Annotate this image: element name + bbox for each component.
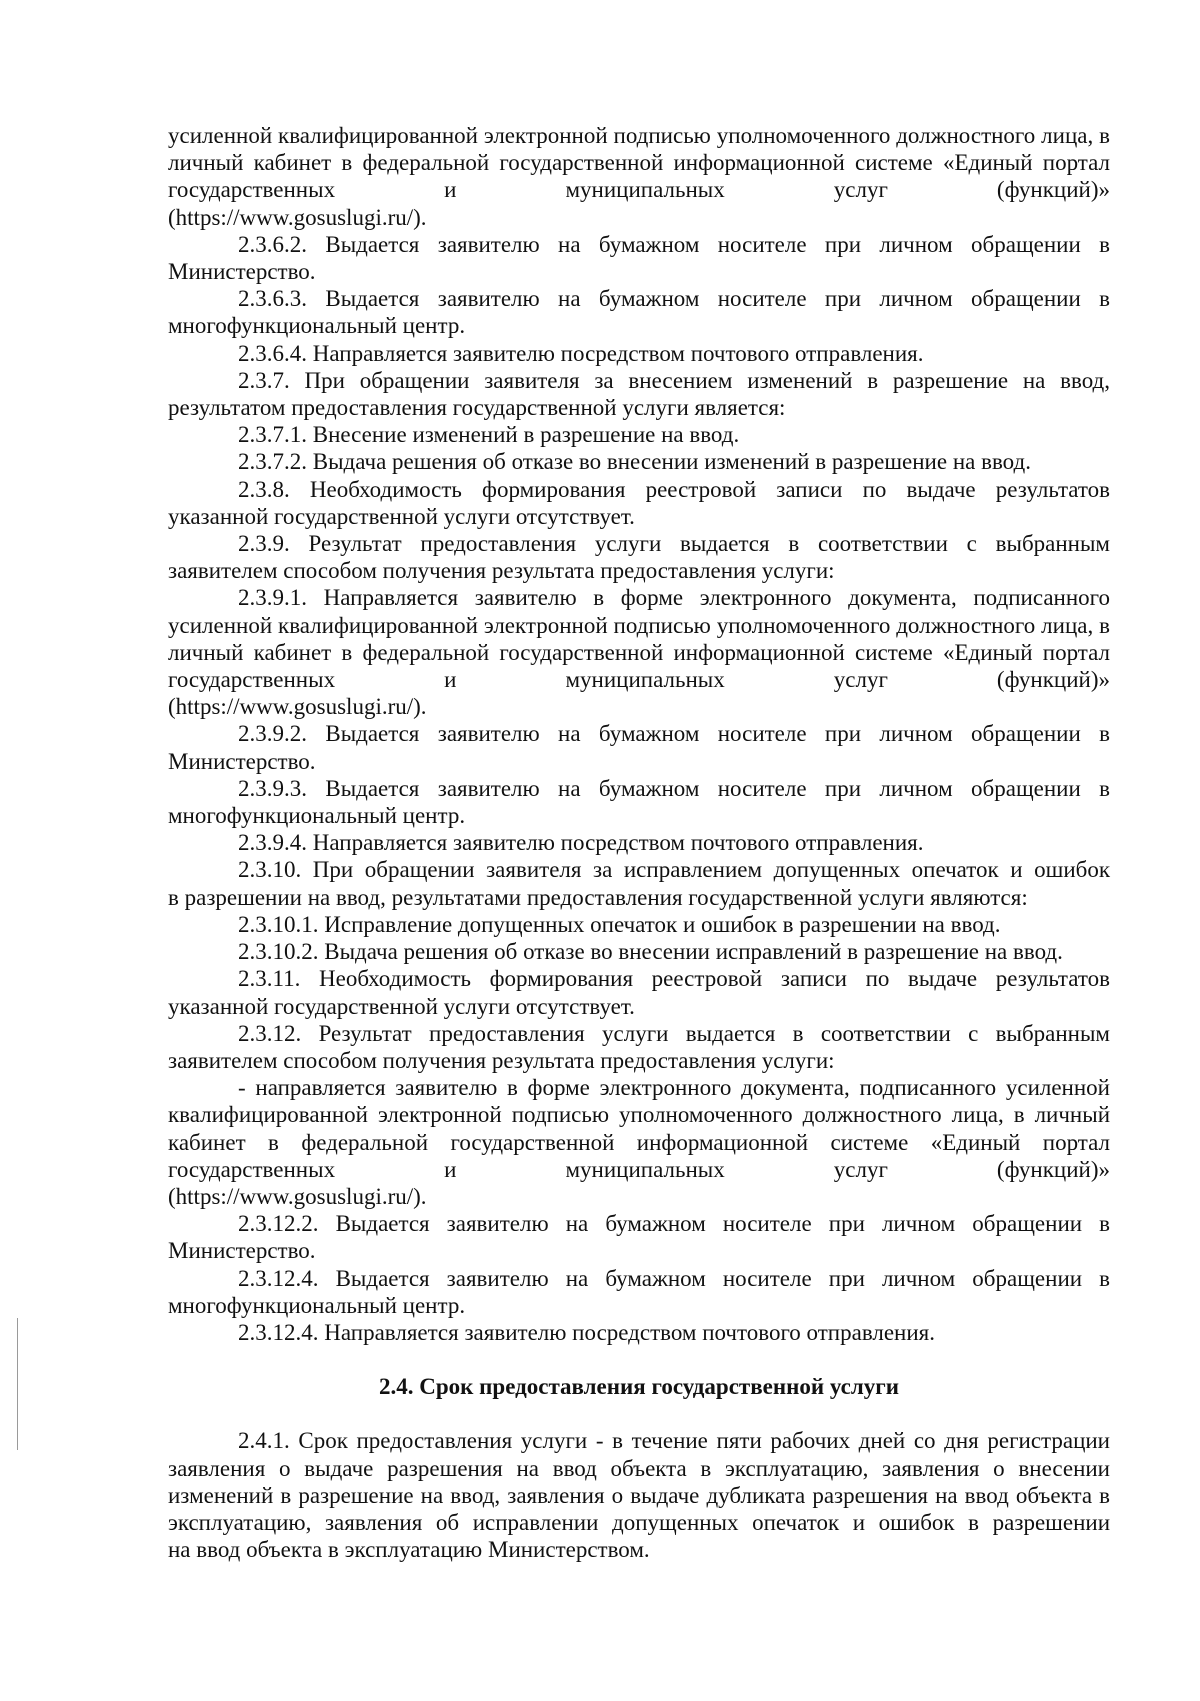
paragraph bbox=[168, 938, 1110, 965]
paragraph-text: многофункциональный центр. bbox=[168, 1292, 466, 1318]
paragraph-text: Министерство. bbox=[168, 1238, 316, 1264]
paragraph-text: - направляется заявителю в форме электронного документа, подписанного усиленной квалифицированной электронной подписью уполномоченного должностного лица, в личный кабинет в федеральной государственной информационной системе «Единый портал государственных и муниципальных услуг (функций)» bbox=[168, 1075, 1110, 1182]
paragraph bbox=[168, 448, 1110, 475]
paragraph-text: 2.3.9.3. Выдается заявителю на бумажном носителе при личном обращении в bbox=[238, 775, 1110, 801]
paragraph bbox=[168, 775, 1110, 829]
paragraph-text: 2.3.12.4. Выдается заявителю на бумажном носителе при личном обращении в bbox=[238, 1265, 1110, 1291]
paragraph-text: на ввод объекта в эксплуатацию Министерством. bbox=[168, 1537, 650, 1563]
paragraph-text: 2.3.10.1. Исправление допущенных опечаток и ошибок в разрешении на ввод. bbox=[238, 911, 1001, 937]
paragraph-text: 2.3.11. Необходимость формирования реестровой записи по выдаче результатов bbox=[238, 966, 1110, 992]
paragraph bbox=[168, 829, 1110, 856]
paragraph bbox=[168, 122, 1110, 231]
paragraph-text: указанной государственной услуги отсутствует. bbox=[168, 993, 635, 1019]
paragraph-text: 2.3.6.4. Направляется заявителю посредством почтового отправления. bbox=[238, 340, 924, 366]
paragraph-text: 2.3.8. Необходимость формирования реестровой записи по выдаче результатов bbox=[238, 476, 1110, 502]
document-body bbox=[168, 122, 1110, 1563]
paragraph-text: 2.4.1. Срок предоставления услуги - в течение пяти рабочих дней со дня регистрации заявления о выдаче разрешения на ввод объекта в эксплуатацию, заявления о внесении изменений в разрешение на ввод, заявления о выдаче дубликата разрешения на ввод объекта в эксплуатацию, заявления об исправлении допущенных опечаток и ошибок в разрешении bbox=[168, 1428, 1110, 1535]
paragraph bbox=[168, 476, 1110, 530]
paragraph-text: 2.3.12.2. Выдается заявителю на бумажном носителе при личном обращении в bbox=[238, 1211, 1110, 1237]
paragraph-text: (https://www.gosuslugi.ru/). bbox=[168, 204, 427, 230]
paragraph-text: в разрешении на ввод, результатами предоставления государственной услуги являются: bbox=[168, 884, 1028, 910]
paragraph-text: 2.3.9.1. Направляется заявителю в форме электронного документа, подписанного усиленной квалифицированной электронной подписью уполномоченного должностного лица, в личный кабинет в федеральной государственной информационной системе «Единый портал государственных и муниципальных услуг (функций)» bbox=[168, 585, 1110, 693]
paragraph bbox=[168, 1265, 1110, 1319]
paragraph bbox=[168, 856, 1110, 910]
paragraph-text: заявителем способом получения результата предоставления услуги: bbox=[168, 1047, 835, 1073]
section-heading: 2.4. Срок предоставления государственной услуги bbox=[379, 1374, 899, 1400]
spacer bbox=[168, 1400, 1110, 1427]
paragraph-text: 2.3.6.2. Выдается заявителю на бумажном носителе при личном обращении в bbox=[238, 231, 1110, 257]
paragraph-text: 2.3.7.2. Выдача решения об отказе во внесении изменений в разрешение на ввод. bbox=[238, 449, 1031, 475]
paragraph-text: заявителем способом получения результата предоставления услуги: bbox=[168, 558, 835, 584]
paragraph bbox=[168, 1427, 1110, 1563]
paragraph-text: результатом предоставления государственной услуги является: bbox=[168, 395, 786, 421]
paragraph-text: Министерство. bbox=[168, 259, 316, 285]
paragraph-text: 2.3.10. При обращении заявителя за исправлением допущенных опечаток и ошибок bbox=[238, 857, 1110, 883]
paragraph-text: 2.3.6.3. Выдается заявителю на бумажном носителе при личном обращении в bbox=[238, 286, 1110, 312]
paragraph-text: (https://www.gosuslugi.ru/). bbox=[168, 694, 427, 720]
paragraph bbox=[168, 965, 1110, 1019]
paragraph-text: 2.3.9.4. Направляется заявителю посредством почтового отправления. bbox=[238, 830, 924, 856]
spacer bbox=[168, 1346, 1110, 1373]
paragraph bbox=[168, 1074, 1110, 1210]
paragraph bbox=[168, 421, 1110, 448]
paragraph bbox=[168, 720, 1110, 774]
paragraph-text: 2.3.10.2. Выдача решения об отказе во внесении исправлений в разрешение на ввод. bbox=[238, 939, 1063, 965]
paragraph-text: 2.3.12.4. Направляется заявителю посредством почтового отправления. bbox=[238, 1319, 936, 1345]
paragraph bbox=[168, 584, 1110, 720]
paragraph-text: указанной государственной услуги отсутствует. bbox=[168, 503, 635, 529]
paragraph-text: 2.3.9.2. Выдается заявителю на бумажном носителе при личном обращении в bbox=[238, 721, 1110, 747]
paragraph-text: Министерство. bbox=[168, 748, 316, 774]
paragraph-text: 2.3.12. Результат предоставления услуги выдается в соответствии с выбранным bbox=[238, 1020, 1110, 1046]
paragraph-text: многофункциональный центр. bbox=[168, 803, 466, 829]
paragraph bbox=[168, 285, 1110, 339]
paragraph-text: 2.3.7.1. Внесение изменений в разрешение на ввод. bbox=[238, 422, 740, 448]
paragraph-text: многофункциональный центр. bbox=[168, 313, 466, 339]
paragraph bbox=[168, 911, 1110, 938]
paragraph bbox=[168, 1020, 1110, 1074]
paragraph bbox=[168, 1319, 1110, 1346]
paragraph bbox=[168, 340, 1110, 367]
paragraph bbox=[168, 231, 1110, 285]
paragraph bbox=[168, 1210, 1110, 1264]
scan-edge-mark bbox=[17, 1318, 18, 1450]
paragraph-text: усиленной квалифицированной электронной подписью уполномоченного должностного лица, в личный кабинет в федеральной государственной информационной системе «Единый портал государственных и муниципальных услуг (функций)» bbox=[168, 123, 1110, 203]
paragraph bbox=[168, 530, 1110, 584]
paragraph-text: (https://www.gosuslugi.ru/). bbox=[168, 1183, 427, 1209]
paragraph bbox=[168, 367, 1110, 421]
paragraph-text: 2.3.9. Результат предоставления услуги выдается в соответствии с выбранным bbox=[238, 531, 1110, 557]
paragraph-text: 2.3.7. При обращении заявителя за внесением изменений в разрешение на ввод, bbox=[238, 367, 1110, 393]
